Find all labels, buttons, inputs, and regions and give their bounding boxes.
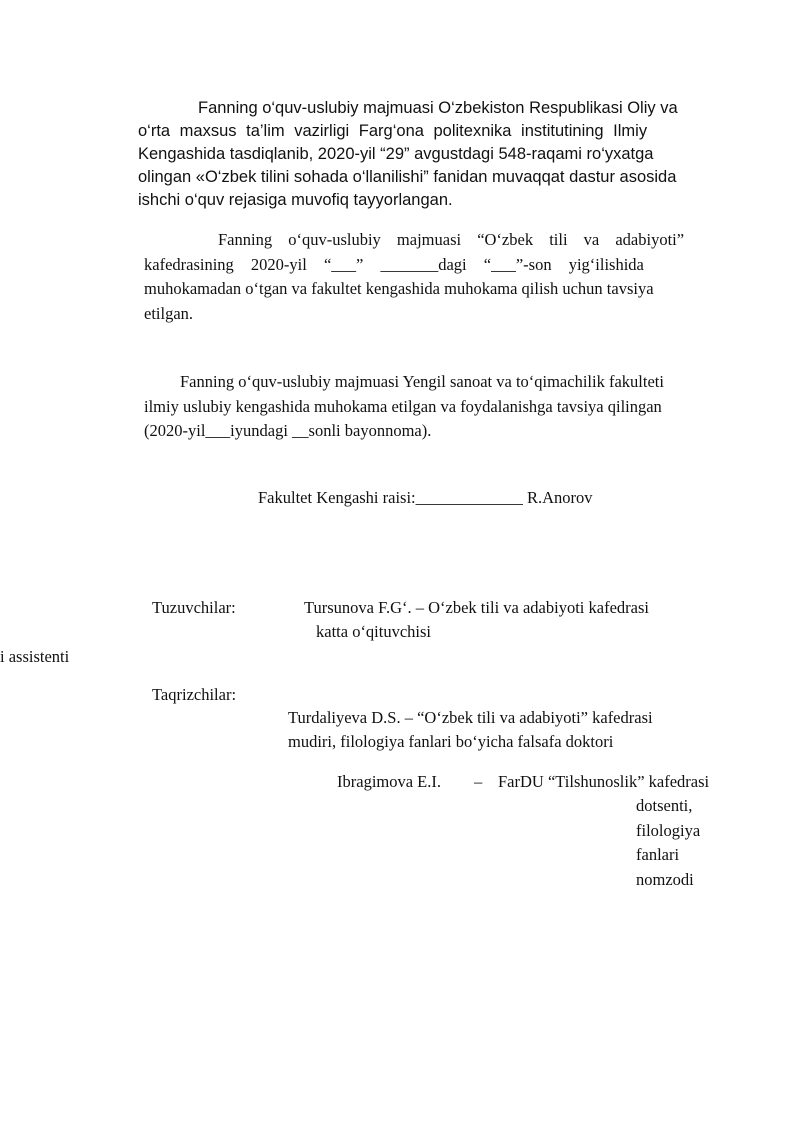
department-line-1: Fanning o‘quv-uslubiy majmuasi “O‘zbek tili va adabiyoti”: [218, 230, 685, 249]
faculty-paragraph: [144, 370, 744, 444]
reviewer-2-title-line-1: dotsenti,: [636, 796, 693, 815]
council-chair-name: R.Anorov: [527, 488, 593, 507]
approval-line-1: Fanning o‘quv-uslubiy majmuasi O‘zbekiston Respublikasi Oliy va: [198, 99, 678, 117]
department-paragraph: [144, 228, 742, 326]
department-line-2: kafedrasining 2020-yil “___” _______dagi “___”-son yig‘ilishida: [144, 254, 644, 274]
reviewer-2-title-line-4: nomzodi: [636, 869, 694, 889]
compiler-entry-line-2: katta o‘qituvchisi: [316, 622, 432, 641]
faculty-line-1: Fanning o‘quv-uslubiy majmuasi Yengil sanoat va to‘qimachilik fakulteti: [180, 372, 664, 391]
compilers-label: Tuzuvchilar:: [152, 598, 236, 617]
faculty-line-3: (2020-yil___iyundagi __sonli bayonnoma).: [144, 421, 432, 440]
reviewer-2-organization: FarDU “Tilshunoslik” kafedrasi: [498, 772, 710, 791]
reviewer-1-line-1: Turdaliyeva D.S. – “O‘zbek tili va adabiyoti” kafedrasi: [288, 708, 653, 727]
reviewer-2-name: Ibragimova E.I.: [337, 772, 442, 791]
department-line-4: etilgan.: [144, 303, 194, 323]
cutoff-assistant-text: i assistenti: [0, 647, 70, 666]
approval-line-4: olingan «O‘zbek tilini sohada o‘llanilishi” fanidan muvaqqat dastur asosida: [138, 168, 677, 186]
council-chair-signature: [258, 486, 593, 511]
department-line-3: muhokamadan o‘tgan va fakultet kengashida muhokama qilish uchun tavsiya: [144, 279, 654, 298]
reviewer-2-dash: –: [474, 772, 483, 791]
council-chair-label: Fakultet Kengashi raisi:: [258, 488, 416, 507]
faculty-line-2: ilmiy uslubiy kengashida muhokama etilgan va foydalanishga tavsiya qilingan: [144, 396, 662, 416]
signature-blank-line: _____________: [415, 488, 523, 507]
approval-line-2: o‘rta maxsus ta’lim vazirligi Farg‘ona politexnika institutining Ilmiy: [138, 122, 648, 140]
reviewer-1-line-2: mudiri, filologiya fanlari bo‘yicha falsafa doktori: [288, 732, 614, 751]
approval-line-3: Kengashida tasdiqlanib, 2020-yil “29” avgustdagi 548-raqami ro‘yxatga: [138, 145, 654, 163]
reviewer-2-title-line-2: filologiya: [636, 820, 701, 840]
reviewer-2-title: [636, 794, 700, 892]
reviewer-2-title-line-3: fanlari: [636, 845, 680, 864]
reviewers-label: Taqrizchilar:: [152, 685, 237, 704]
approval-paragraph: [138, 97, 742, 212]
approval-line-5: ishchi o‘quv rejasiga muvofiq tayyorlangan.: [138, 191, 453, 209]
compiler-entry-line-1: Tursunova F.G‘. – O‘zbek tili va adabiyoti kafedrasi: [304, 598, 649, 617]
